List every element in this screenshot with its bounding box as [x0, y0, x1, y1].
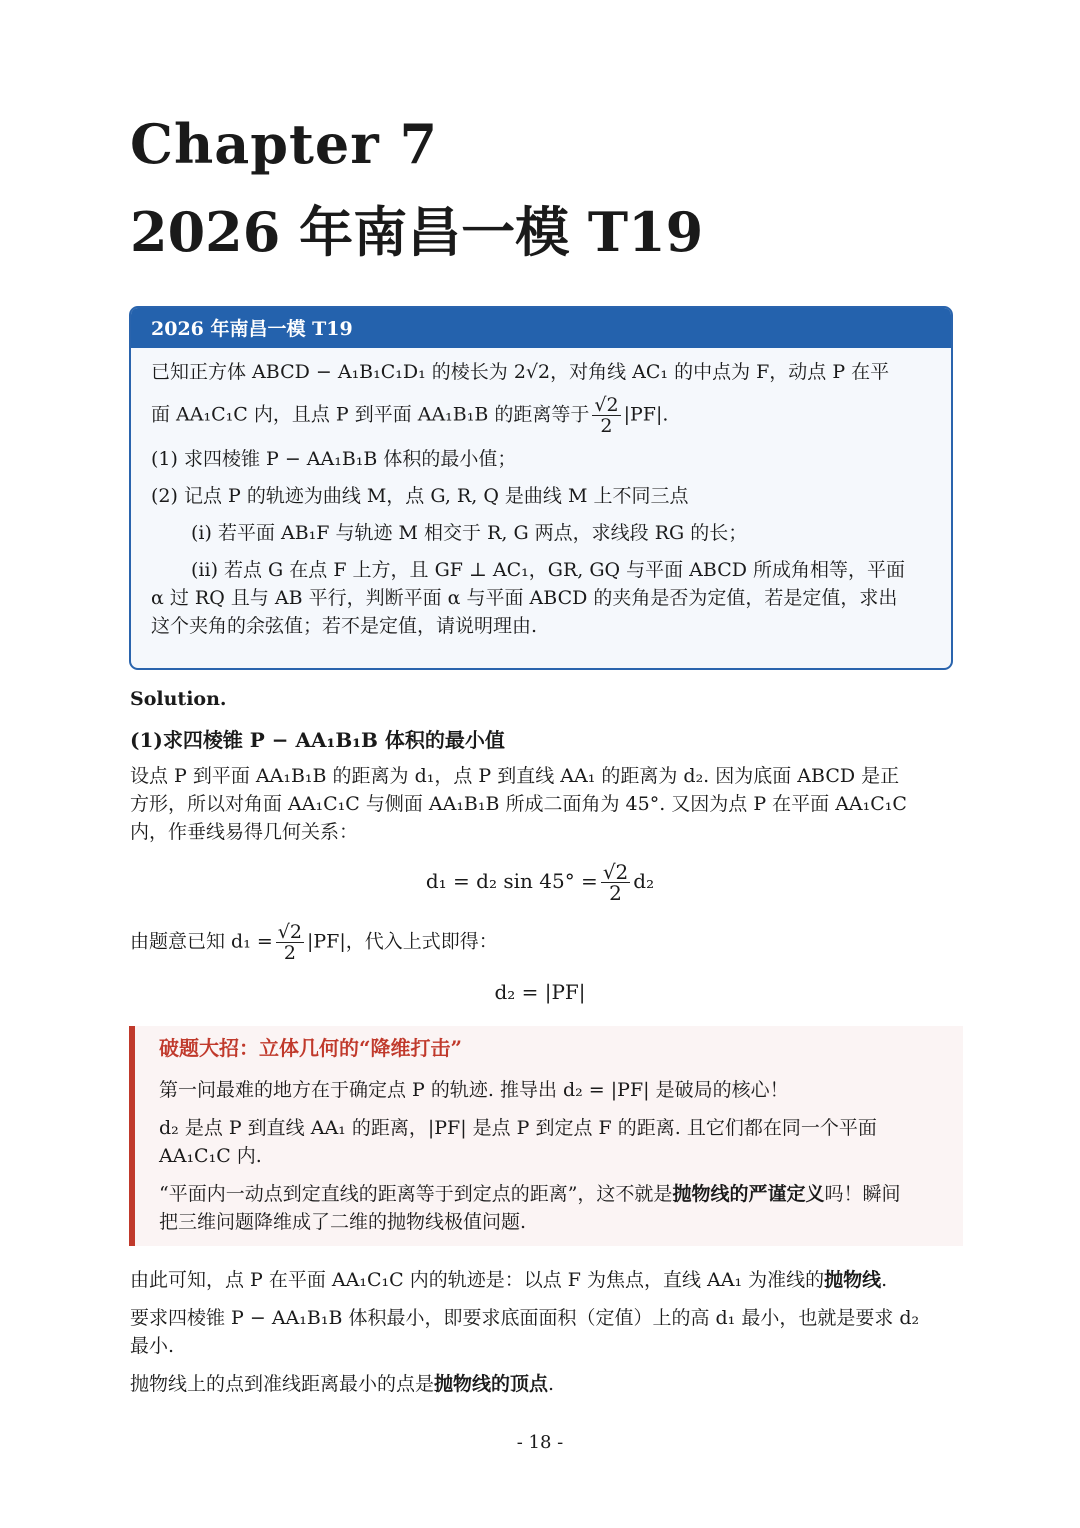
known-line — [130, 922, 950, 963]
problem-box-body — [131, 348, 951, 640]
problem-part-1: (1) 求四棱锥 P − AA₁B₁B 体积的最小值； — [151, 448, 517, 470]
equation-1-right: d₂ — [633, 869, 655, 893]
callout-body — [159, 1076, 949, 1246]
problem-line-text: 面 AA₁C₁C 内，且点 P 到平面 AA₁B₁B 的距离等于 — [151, 403, 590, 426]
callout-text: 吗！瞬间 — [824, 1183, 901, 1205]
conclusion-text: . — [881, 1269, 888, 1291]
problem-line-text: |PF|. — [623, 403, 669, 426]
fraction-numerator: √2 — [277, 921, 302, 943]
chapter-label: Chapter 7 — [130, 112, 439, 176]
equation-1 — [0, 862, 1080, 903]
callout-emphasis: 抛物线的严谨定义 — [672, 1183, 825, 1205]
equation-2: d₂ = |PF| — [494, 980, 586, 1004]
problem-line — [151, 395, 931, 436]
fraction — [276, 922, 304, 963]
fraction — [601, 862, 630, 903]
solution-line: 内，作垂线易得几何关系： — [130, 821, 359, 843]
conclusion-emphasis: 抛物线的顶点 — [434, 1373, 549, 1395]
conclusion-text: 抛物线上的点到准线距离最小的点是 — [130, 1373, 435, 1395]
conclusion-line — [130, 1266, 950, 1294]
known-suffix: |PF|，代入上式即得： — [306, 930, 498, 953]
callout-line: d₂ 是点 P 到直线 AA₁ 的距离，|PF| 是点 P 到定点 F 的距离. 且它们都在同一个平面 — [159, 1117, 877, 1139]
conclusion-line — [130, 1370, 950, 1398]
callout-line: 把三维问题降维成了二维的抛物线极值问题. — [159, 1211, 527, 1233]
conclusion-line: 要求四棱锥 P − AA₁B₁B 体积最小，即要求底面面积（定值）上的高 d₁ 最小，也就是要求 d₂ — [130, 1307, 920, 1329]
callout-box — [129, 1026, 963, 1246]
solution-label: Solution. — [130, 688, 227, 710]
problem-part-2ii: (ii) 若点 G 在点 F 上方，且 GF ⊥ AC₁，GR, GQ 与平面 ABCD 所成角相等，平面 — [191, 559, 906, 581]
chapter-title: 2026 年南昌一模 T19 — [130, 200, 704, 264]
problem-line: 这个夹角的余弦值；若不是定值，请说明理由. — [151, 615, 538, 637]
conclusion-line: 最小. — [130, 1335, 175, 1357]
problem-box-header: 2026 年南昌一模 T19 — [131, 308, 951, 348]
page-number: - 18 - — [516, 1432, 564, 1453]
callout-line — [159, 1180, 949, 1208]
conclusion-emphasis: 抛物线 — [824, 1269, 882, 1291]
solution-line: 方形，所以对角面 AA₁C₁C 与侧面 AA₁B₁B 所成二面角为 45°. 又因为点 P 在平面 AA₁C₁C — [130, 793, 907, 815]
equation-1-left: d₁ = d₂ sin 45° = — [425, 869, 598, 893]
solution-paragraph — [130, 762, 950, 846]
callout-line: AA₁C₁C 内. — [159, 1145, 262, 1167]
fraction-denominator: 2 — [283, 942, 296, 964]
problem-part-2i: (i) 若平面 AB₁F 与轨迹 M 相交于 R, G 两点，求线段 RG 的长； — [191, 522, 748, 544]
problem-line: α 过 RQ 且与 AB 平行，判断平面 α 与平面 ABCD 的夹角是否为定值，若是定值，求出 — [151, 587, 898, 609]
conclusion-text: . — [548, 1373, 555, 1395]
problem-box — [129, 306, 953, 670]
problem-part-2: (2) 记点 P 的轨迹为曲线 M，点 G, R, Q 是曲线 M 上不同三点 — [151, 485, 689, 507]
fraction — [592, 395, 620, 436]
problem-line: 已知正方体 ABCD − A₁B₁C₁D₁ 的棱长为 2√2，对角线 AC₁ 的中点为 F，动点 P 在平 — [151, 361, 890, 383]
fraction-denominator: 2 — [600, 415, 613, 437]
fraction-numerator: √2 — [602, 860, 629, 884]
solution-subheading: (1)求四棱锥 P − AA₁B₁B 体积的最小值 — [130, 728, 505, 752]
known-prefix: 由题意已知 d₁ = — [130, 930, 273, 953]
conclusion — [130, 1266, 950, 1398]
callout-text: “平面内一动点到定直线的距离等于到定点的距离”，这不就是 — [159, 1183, 673, 1205]
conclusion-text: 由此可知，点 P 在平面 AA₁C₁C 内的轨迹是：以点 F 为焦点，直线 AA₁ 为准线的 — [130, 1269, 825, 1291]
solution-line: 设点 P 到平面 AA₁B₁B 的距离为 d₁，点 P 到直线 AA₁ 的距离为 d₂. 因为底面 ABCD 是正 — [130, 765, 900, 787]
callout-title: 破题大招：立体几何的“降维打击” — [159, 1036, 463, 1060]
fraction-numerator: √2 — [594, 394, 619, 416]
fraction-denominator: 2 — [609, 881, 622, 905]
callout-line: 第一问最难的地方在于确定点 P 的轨迹. 推导出 d₂ = |PF| 是破局的核心！ — [159, 1079, 789, 1101]
